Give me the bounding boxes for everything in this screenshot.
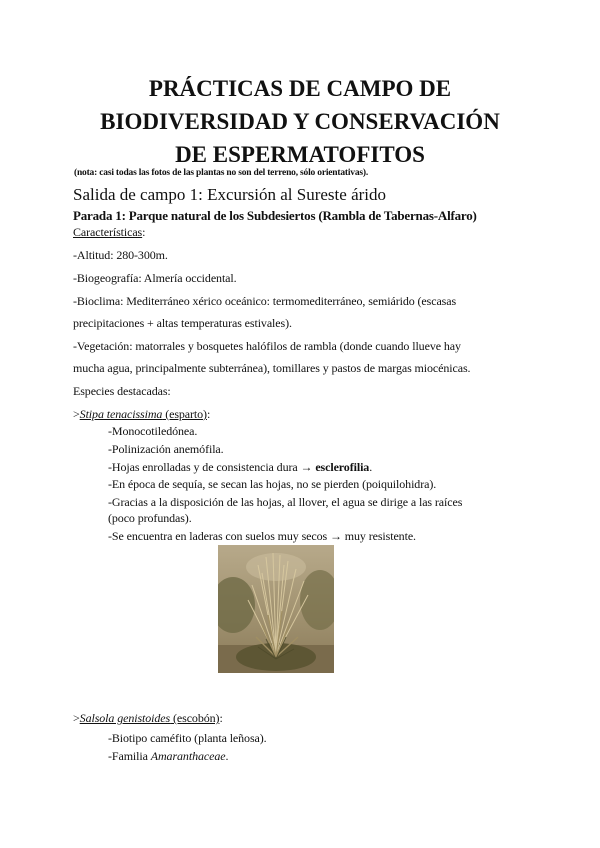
item-end: . (369, 460, 373, 474)
species-common-name: (escobón) (170, 711, 220, 725)
item-italic-term: Amaranthaceae (150, 749, 226, 763)
vegetacion-line-2: mucha agua, principalmente subterránea), tomillares y pastos de margas miocénicas. (73, 361, 471, 375)
title-line-1: PRÁCTICAS DE CAMPO DE (148, 76, 452, 101)
item-bold-term: esclerofilia (315, 460, 370, 474)
species-suffix: : (206, 407, 211, 421)
item-text: -Hojas enrolladas y de consistencia dura → (108, 460, 316, 474)
species-common-name: (esparto) (162, 407, 207, 421)
species-salsola-heading (73, 708, 523, 728)
stipa-photo (218, 545, 334, 673)
bioclima-line-1: -Bioclima: Mediterráneo xérico oceánico: termomediterráneo, semiárido (escasas (73, 294, 457, 308)
stipa-item-hojas (108, 459, 528, 475)
caracteristicas-heading (73, 222, 523, 242)
parada-heading: Parada 1: Parque natural de los Subdesiertos (Rambla de Tabernas-Alfaro) (73, 208, 477, 223)
species-prefix: > (73, 711, 80, 725)
biogeografia-line: -Biogeografía: Almería occidental. (73, 271, 237, 285)
stipa-item-sequia: -En época de sequía, se secan las hojas, no se pierden (poiquilohidra). (108, 477, 437, 491)
salsola-item-biotipo: -Biotipo caméfito (planta leñosa). (108, 731, 267, 745)
species-stipa-heading (73, 404, 523, 424)
photo-note: (nota: casi todas las fotos de las plantas no son del terreno, sólo orientativas). (74, 168, 369, 178)
title-line-3: DE ESPERMATOFITOS (175, 142, 425, 167)
vegetacion-line-1: -Vegetación: matorrales y bosquetes halófilos de rambla (donde cuando llueve hay (73, 339, 461, 353)
species-name: Stipa tenacissima (79, 407, 163, 421)
bioclima-line-2: precipitaciones + altas temperaturas estivales). (73, 316, 292, 330)
altitud-line: -Altitud: 280-300m. (73, 248, 168, 262)
salida-heading: Salida de campo 1: Excursión al Sureste árido (73, 185, 386, 204)
species-suffix: : (219, 711, 223, 725)
species-prefix: > (73, 407, 80, 421)
item-end: . (225, 749, 229, 763)
stipa-item-monocotiledonea: -Monocotiledónea. (108, 424, 198, 438)
stipa-item-lluvia-1: -Gracias a la disposición de las hojas, al llover, el agua se dirige a las raíces (108, 495, 463, 509)
especies-heading: Especies destacadas: (73, 384, 171, 398)
stipa-item-polinizacion: -Polinización anemófila. (108, 442, 224, 456)
caracteristicas-label: Características (73, 225, 143, 239)
stipa-item-lluvia-2: (poco profundas). (108, 511, 192, 525)
species-name: Salsola genistoides (79, 711, 171, 725)
caracteristicas-colon: : (142, 225, 146, 239)
page-title (40, 72, 560, 171)
stipa-item-laderas: -Se encuentra en laderas con suelos muy secos → muy resistente. (108, 529, 416, 543)
title-line-2: BIODIVERSIDAD Y CONSERVACIÓN (100, 109, 500, 134)
item-text: -Familia (108, 749, 151, 763)
salsola-item-familia (108, 748, 528, 764)
